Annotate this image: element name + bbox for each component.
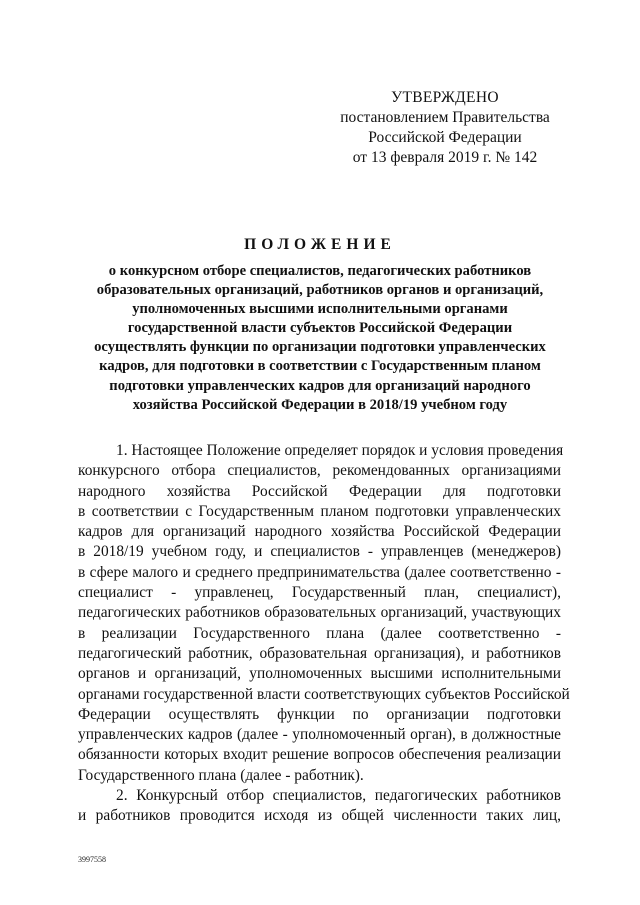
text-line: в реализации Государственного плана (далее соответственно - [78,624,561,642]
text-line: 2. Конкурсный отбор специалистов, педагогических работников [116,787,561,805]
text-line: конкурсного отбора специалистов, рекомендованных организациями [78,462,561,480]
subtitle-line: хозяйства Российской Федерации в 2018/19 учебном году [132,396,508,413]
text-line: органов и организаций, уполномоченных высшими исполнительными [78,665,561,683]
approval-stamp [330,88,560,168]
paragraph-1 [78,441,570,786]
text-line: народного хозяйства Российской Федерации для подготовки [78,482,561,500]
subtitle-line: о конкурсном отборе специалистов, педагогических работников [108,263,532,279]
text-line: Федерации осуществлять функции по организации подготовки [78,705,561,723]
text-line: 1. Настоящее Положение определяет порядок и условия проведения [116,442,564,459]
subtitle-line: кадров, для подготовки в соответствии с Государственным планом [99,358,541,375]
text-line: и работников проводится исходя из общей численности таких лиц, [78,807,561,825]
text-line: в сфере малого и среднего предпринимательства (далее соответственно - [78,563,561,581]
text-line: в соответствии с Государственным планом подготовки управленческих [78,502,561,520]
approval-line: Российской Федерации [368,129,522,146]
subtitle-line: государственной власти субъектов Российской Федерации [127,320,513,337]
document-title: ПОЛОЖЕНИЕ [244,236,396,253]
text-line: кадров для организаций народного хозяйства Российской Федерации [78,523,561,541]
text-line: органами государственной власти соответствующих субъектов Российской [78,685,570,703]
approval-line: постановлением Правительства [340,109,550,126]
text-line: специалист - управленец, Государственный план, специалист), [78,584,561,602]
document-subtitle [60,262,580,415]
subtitle-line: образовательных организаций, работников органов и организаций, [96,282,544,299]
approval-heading: УТВЕРЖДЕНО [391,89,499,106]
paragraph-2 [78,786,561,827]
approval-date-number: от 13 февраля 2019 г. № 142 [352,149,538,166]
document-body [78,441,570,827]
text-line: обязанности которых входит решение вопросов обеспечения реализации [78,746,561,764]
text-line: Государственного плана (далее - работник). [78,766,364,784]
text-line: в 2018/19 учебном году, и специалистов - управленцев (менеджеров) [78,543,561,561]
text-line: управленческих кадров (далее - уполномоченный орган), в должностные [78,726,561,744]
text-line: педагогических работников образовательных организаций, участвующих [78,604,561,622]
subtitle-line: уполномоченных высшими исполнительными органами [132,301,508,318]
subtitle-line: осуществлять функции по организации подготовки управленческих [94,339,546,356]
text-line: педагогический работник, образовательная организация), и работников [78,644,561,662]
subtitle-line: подготовки управленческих кадров для организаций народного [109,377,531,394]
document-number: 3997558 [78,855,106,864]
